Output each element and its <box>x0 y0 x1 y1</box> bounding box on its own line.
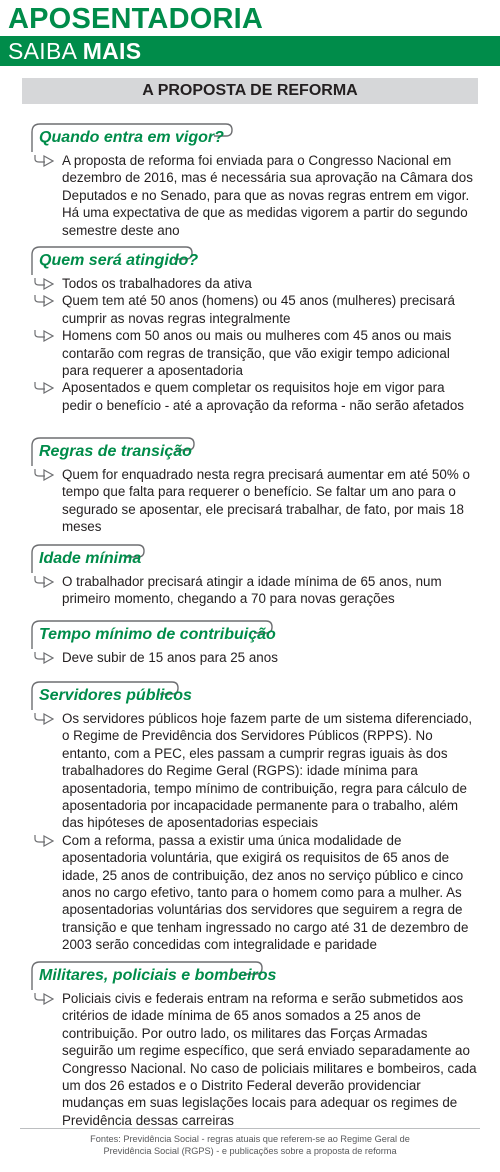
subtitle-bar <box>0 36 500 66</box>
list-item <box>24 466 480 536</box>
section-header <box>24 245 480 275</box>
arrow-bullet-icon <box>34 469 54 481</box>
footer-divider <box>20 1128 480 1129</box>
section-title: Militares, policiais e bombeiros <box>39 967 277 984</box>
section-4 <box>24 543 480 608</box>
section-header <box>24 960 480 990</box>
list-item <box>24 990 480 1129</box>
list-item <box>24 649 480 666</box>
section-3 <box>24 436 480 536</box>
list-item <box>24 292 480 327</box>
list-item-text: Deve subir de 15 anos para 25 anos <box>62 650 278 665</box>
arrow-bullet-icon <box>34 382 54 394</box>
list-item-text: O trabalhador precisará atingir a idade mínima de 65 anos, num primeiro momento, chegando a 70 para novas gerações <box>62 574 442 607</box>
section-5 <box>24 619 480 666</box>
list-item-text: Todos os trabalhadores da ativa <box>62 276 252 291</box>
section-header <box>24 543 480 573</box>
list-item-text: Quem for enquadrado nesta regra precisará aumentar em até 50% o tempo que falta para requerer o benefício. Se faltar um ano para o segurado se aposentar, ele precisará trabalhar, de fato, por mais 18 meses <box>62 467 470 535</box>
page-title: APOSENTADORIA <box>8 3 264 35</box>
section-title: Quando entra em vigor? <box>39 129 224 146</box>
section-title: Tempo mínimo de contribuição <box>39 626 276 643</box>
section-2 <box>24 245 480 414</box>
list-item <box>24 832 480 954</box>
bullet-list <box>24 710 480 954</box>
arrow-bullet-icon <box>34 652 54 664</box>
list-item <box>24 710 480 832</box>
arrow-bullet-icon <box>34 835 54 847</box>
section-header <box>24 122 480 152</box>
bullet-list <box>24 275 480 414</box>
list-item-text: Homens com 50 anos ou mais ou mulheres com 45 anos ou mais contarão com regras de transição, que vão exigir tempo adicional para requerer a aposentadoria <box>62 328 452 379</box>
subtitle <box>8 38 141 64</box>
arrow-bullet-icon <box>34 330 54 342</box>
list-item-text: Os servidores públicos hoje fazem parte de um sistema diferenciado, o Regime de Previdência dos Servidores Públicos (RPPS). No entanto, com a PEC, eles passam a cumprir regras iguais às dos trabalhadores do Regime Geral (RGPS): idade mínima para aposentadoria, tempo mínimo de contribuição, regra para cálculo de aposentadoria por incapacidade permanente para o trabalho, além das hipóteses de aposentadorias especiais <box>62 711 473 831</box>
bullet-list <box>24 466 480 536</box>
list-item-text: Policiais civis e federais entram na reforma e serão submetidos aos critérios de idade mínima de 65 anos somados a 25 anos de contribuição. Por outro lado, os militares das Forças Armadas seguirão um regime específico, que será enviado separadamente ao Congresso Nacional. No caso de policiais militares e bombeiros, cada um dos 26 estados e o Distrito Federal deverão providenciar mudanças em suas legislações locais para adequar os regimes de Previdência dessas carreiras <box>62 991 477 1128</box>
arrow-bullet-icon <box>34 993 54 1005</box>
section-title: Quem será atingido? <box>39 252 199 269</box>
list-item <box>24 275 480 292</box>
bullet-list <box>24 649 480 666</box>
list-item <box>24 573 480 608</box>
section-header <box>24 619 480 649</box>
section-header <box>24 680 480 710</box>
bullet-list <box>24 990 480 1129</box>
bullet-list <box>24 573 480 608</box>
list-item <box>24 327 480 379</box>
arrow-bullet-icon <box>34 295 54 307</box>
footer-line-1: Fontes: Previdência Social - regras atuais que referem-se ao Regime Geral de <box>90 1134 410 1144</box>
arrow-bullet-icon <box>34 713 54 725</box>
arrow-bullet-icon <box>34 155 54 167</box>
list-item <box>24 152 480 239</box>
section-heading: A PROPOSTA DE REFORMA <box>22 78 478 104</box>
section-title: Regras de transição <box>39 443 192 460</box>
list-item-text: Aposentados e quem completar os requisitos hoje em vigor para pedir o benefício - até a aprovação da reforma - não serão afetados <box>62 380 464 413</box>
footer-line-2: Previdência Social (RGPS) - e publicações sobre a proposta de reforma <box>103 1146 397 1156</box>
section-6 <box>24 680 480 954</box>
section-title: Servidores públicos <box>39 687 192 704</box>
footer-sources <box>20 1133 480 1157</box>
section-title: Idade mínima <box>39 550 142 567</box>
section-7 <box>24 960 480 1129</box>
section-1 <box>24 122 480 239</box>
list-item-text: Quem tem até 50 anos (homens) ou 45 anos (mulheres) precisará cumprir as novas regras integralmente <box>62 293 455 326</box>
list-item-text: A proposta de reforma foi enviada para o Congresso Nacional em dezembro de 2016, mas é necessária sua aprovação na Câmara dos Deputados e no Senado, para que as novas regras entrem em vigor. Há uma expectativa de que as medidas vigorem a partir do segundo semestre deste ano <box>62 153 473 238</box>
list-item <box>24 379 480 414</box>
bullet-list <box>24 152 480 239</box>
subtitle-bold: MAIS <box>82 38 142 64</box>
section-header <box>24 436 480 466</box>
arrow-bullet-icon <box>34 576 54 588</box>
arrow-bullet-icon <box>34 278 54 290</box>
list-item-text: Com a reforma, passa a existir uma única modalidade de aposentadoria voluntária, que exigirá os requisitos de 65 anos de idade, 25 anos de contribuição, dez anos no serviço público e cinco anos no cargo efetivo, tanto para o homem como para a mulher. As aposentadorias voluntárias dos servidores que seguirem a regra de transição e que tenham ingressado no cargo até 31 de dezembro de 2003 serão concedidas com integralidade e paridade <box>62 832 469 953</box>
subtitle-regular: SAIBA <box>8 38 83 64</box>
